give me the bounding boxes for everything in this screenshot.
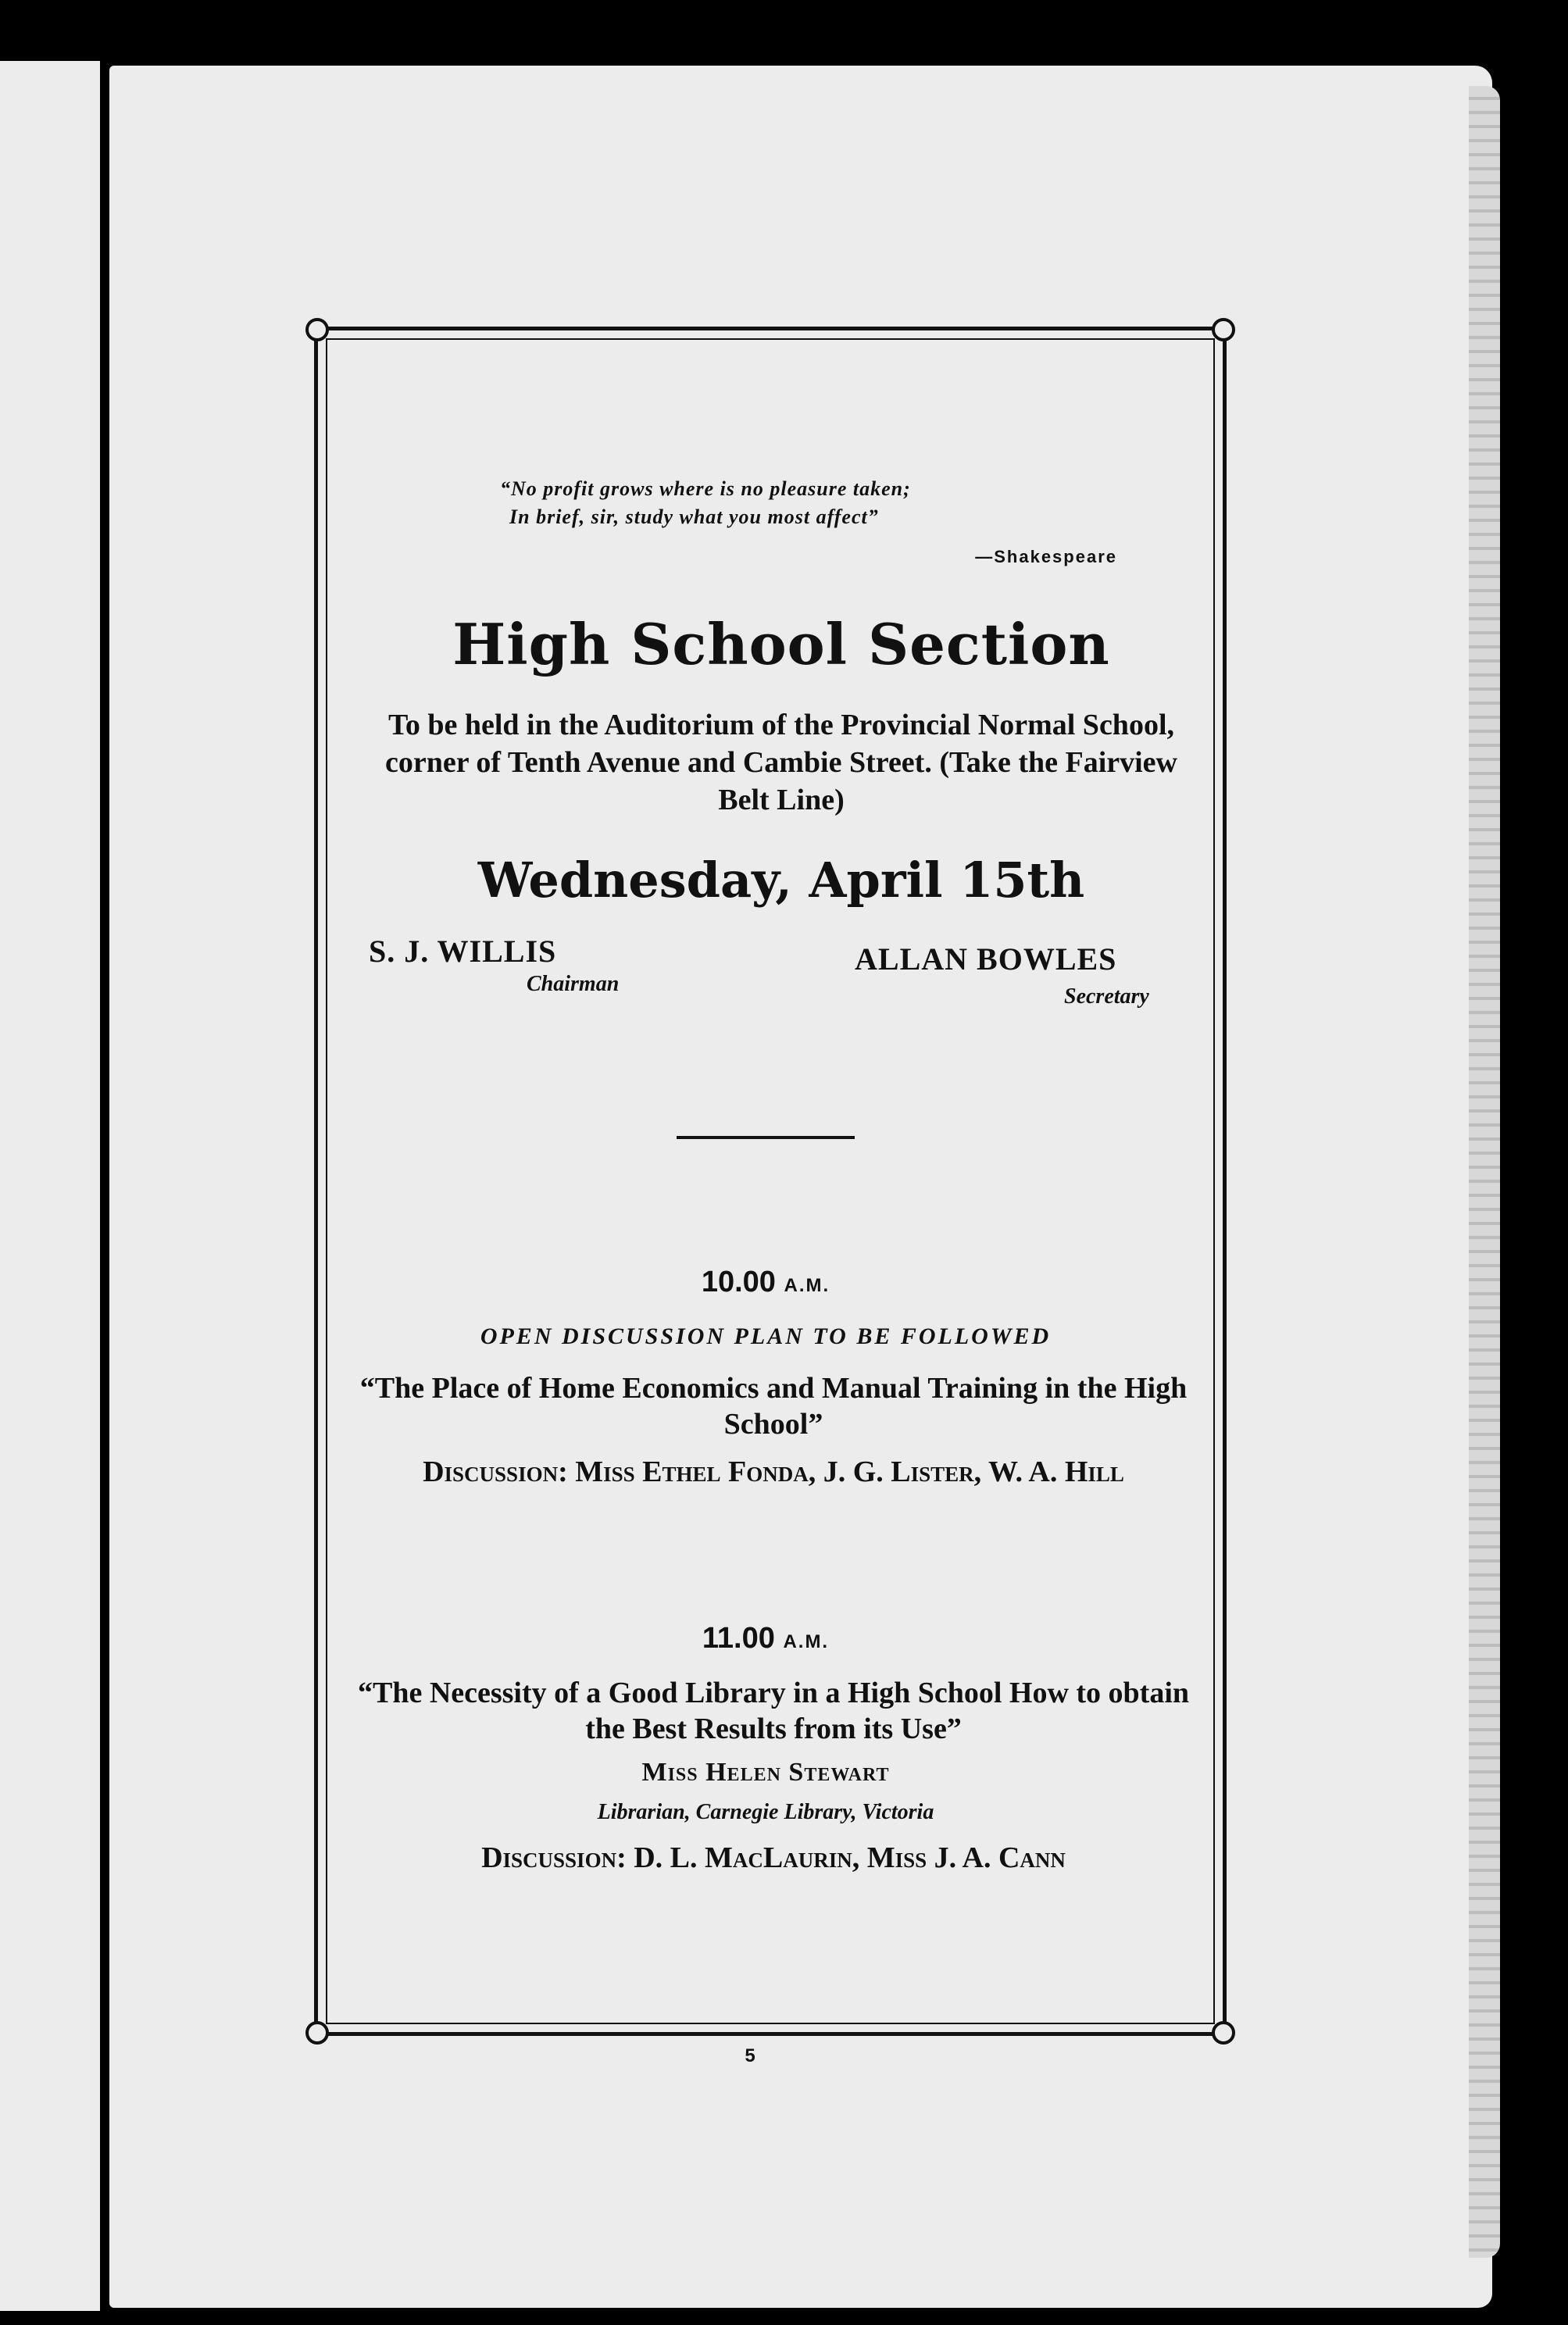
meeting-date: Wednesday, April 15th (477, 852, 1085, 909)
page-fore-edge (1469, 86, 1500, 2258)
quote-line-2: In brief, sir, study what you most affect” (509, 505, 879, 528)
session-1-discussion: Discussion: Miss Ethel Fonda, J. G. Lister, W. A. Hill (423, 1455, 1124, 1488)
corner-ornament-icon (1212, 318, 1235, 341)
quote-author: —Shakespeare (975, 547, 1117, 566)
session-1-topic: “The Place of Home Economics and Manual Training in the High School” (359, 1372, 1188, 1441)
session-2-topic: “The Necessity of a Good Library in a High School How to obtain the Best Results from its Use” (357, 1677, 1190, 1745)
chairman-name: S. J. WILLIS (369, 934, 557, 969)
section-title: High School Section (452, 611, 1110, 677)
corner-ornament-icon (305, 318, 329, 341)
session-2-time-value: 11.00 (702, 1622, 775, 1655)
venue-text: To be held in the Auditorium of the Provincial Normal School, corner of Tenth Avenue and Cambie Street. (Take the Fairview Belt Line) (385, 709, 1177, 816)
session-1-time-value: 10.00 (701, 1266, 776, 1298)
corner-ornament-icon (1212, 2021, 1235, 2045)
chairman-role: Chairman (527, 972, 620, 996)
corner-ornament-icon (305, 2021, 329, 2045)
quote-line-1: “No profit grows where is no pleasure taken; (500, 477, 911, 500)
page-number: 5 (745, 2045, 755, 2066)
epigraph-quote (500, 475, 1063, 531)
secretary-name: ALLAN BOWLES (855, 941, 1117, 977)
divider-rule (677, 1136, 855, 1139)
session-1-time (375, 1266, 1156, 1299)
session-1-note: OPEN DISCUSSION PLAN TO BE FOLLOWED (480, 1323, 1052, 1349)
session-2-time (375, 1622, 1156, 1655)
secretary-role: Secretary (1064, 984, 1149, 1009)
left-page-edge (0, 61, 100, 2311)
session-1-time-suffix: A.M. (784, 1275, 830, 1296)
session-2-speaker: Miss Helen Stewart (641, 1758, 890, 1787)
session-2-time-suffix: A.M. (783, 1631, 830, 1652)
session-2-speaker-role: Librarian, Carnegie Library, Victoria (597, 1800, 934, 1824)
session-2-discussion: Discussion: D. L. MacLaurin, Miss J. A. Cann (481, 1841, 1066, 1874)
